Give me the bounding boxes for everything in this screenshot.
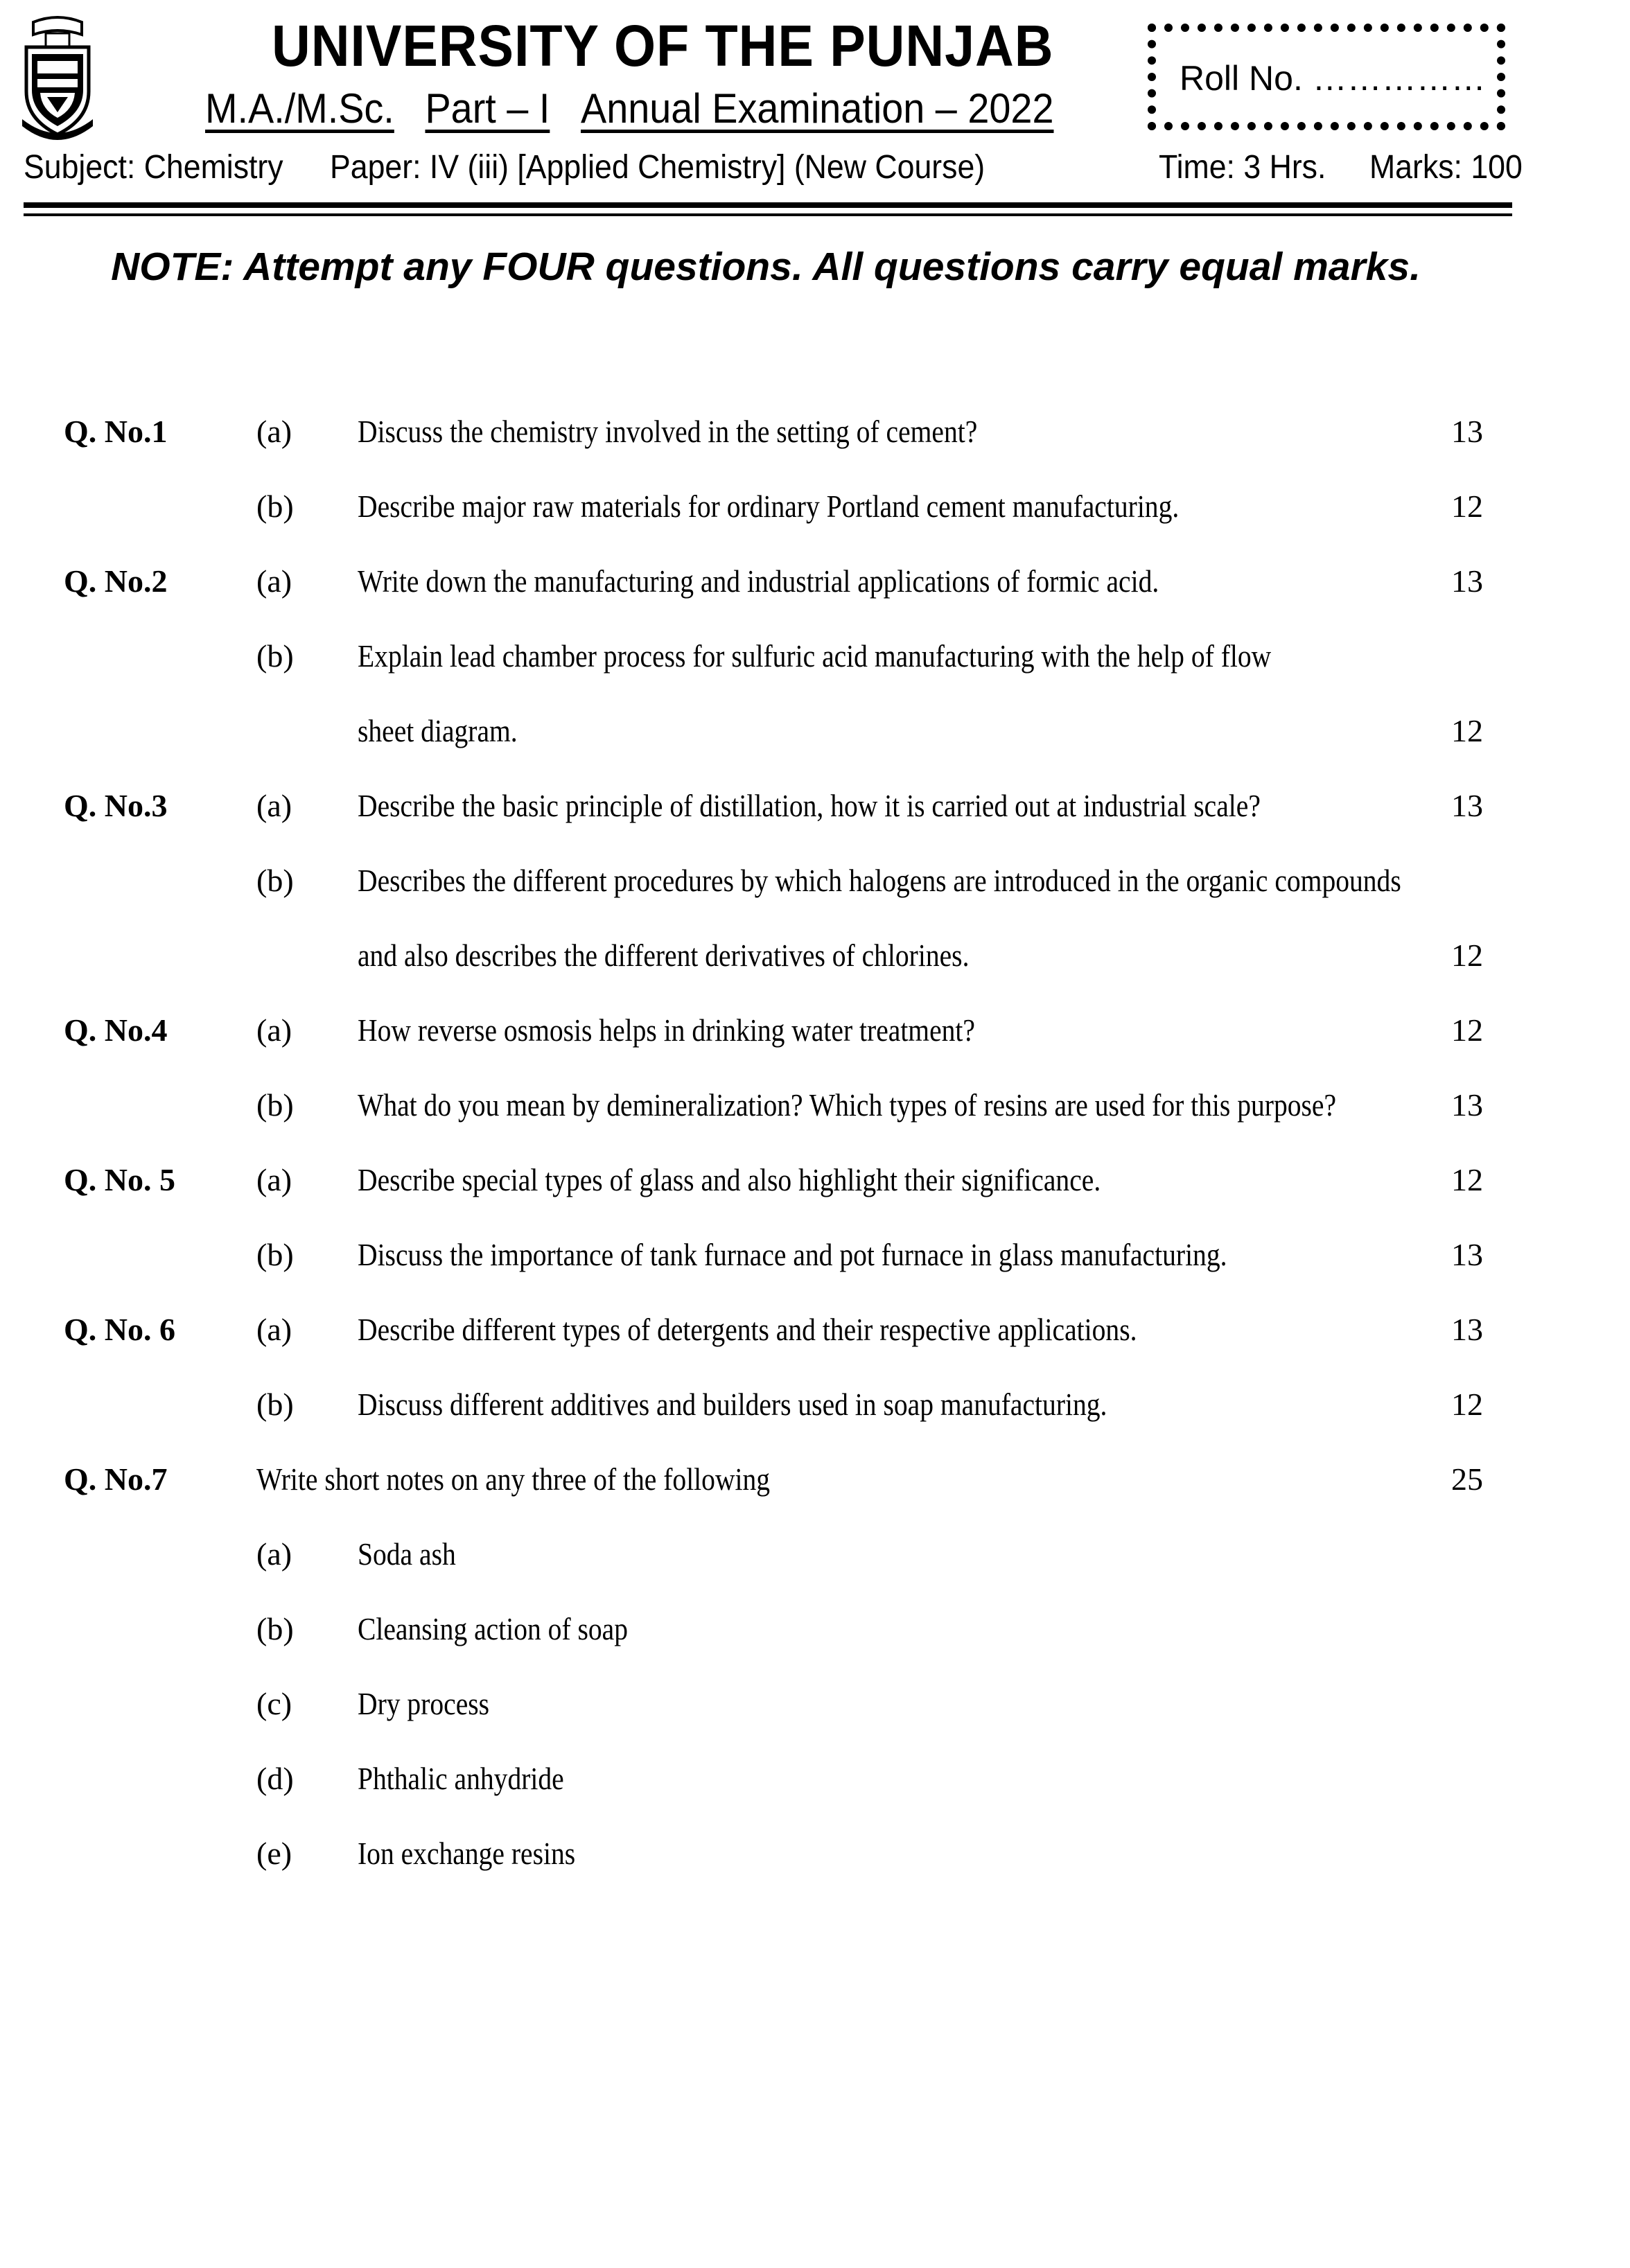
question-number: Q. No. 5 [64,1162,175,1197]
question-text: Describe major raw materials for ordinary Portland cement manufacturing. [358,489,1180,524]
marks-label: Marks: 100 [1369,149,1523,186]
question-text: How reverse osmosis helps in drinking water treatment? [358,1012,975,1048]
time-label: Time: 3 Hrs. [1159,149,1326,186]
short-note-topic: Ion exchange resins [358,1836,576,1871]
subject-label: Subject: Chemistry [24,149,283,186]
question-part: (a) [256,788,292,823]
question-marks: 13 [1451,788,1483,823]
question-marks: 25 [1451,1461,1483,1497]
university-crest-icon [19,15,96,140]
question-marks: 12 [1451,1012,1483,1048]
roll-number-box [1148,24,1505,130]
question-text: Describe special types of glass and also highlight their significance. [358,1162,1101,1197]
question-number: Q. No. 6 [64,1312,175,1347]
question-part: (b) [256,1087,294,1123]
question-text: Explain lead chamber process for sulfuric acid manufacturing with the help of flow [358,638,1272,674]
question-part: (b) [256,1387,294,1422]
program-label: M.A./M.Sc. [205,85,394,132]
question-number: Q. No.4 [64,1012,168,1048]
question-marks: 12 [1451,713,1483,748]
question-marks: 12 [1451,489,1483,524]
question-text-continued: and also describes the different derivatives of chlorines. [358,938,970,973]
question-part: (b) [256,638,294,674]
university-title: UNIVERSITY OF THE PUNJAB [272,13,1054,78]
question-number: Q. No.7 [64,1461,168,1497]
question-text: Describe different types of detergents and their respective applications. [358,1312,1137,1347]
question-text-continued: sheet diagram. [358,713,518,748]
question-part: (a) [256,1162,292,1197]
header-divider-thin [24,213,1512,216]
roll-number-label: Roll No. …………… [1180,59,1486,98]
question-marks: 13 [1451,1237,1483,1272]
question-part: (b) [256,1237,294,1272]
question-number: Q. No.1 [64,414,168,449]
exam-instructions-note: NOTE: Attempt any FOUR questions. All questions carry equal marks. [111,245,1421,289]
question-part: (a) [256,563,292,599]
question-part: (a) [256,1312,292,1347]
part-label: Part – I [425,85,550,132]
question-part: (e) [256,1836,292,1871]
question-part: (b) [256,489,294,524]
question-marks: 13 [1451,1087,1483,1123]
short-note-topic: Phthalic anhydride [358,1761,564,1796]
question-part: (a) [256,1536,292,1572]
question-marks: 13 [1451,563,1483,599]
exam-subtitle [205,85,1053,132]
question-part: (b) [256,863,294,898]
question-part: (d) [256,1761,294,1796]
question-marks: 12 [1451,1387,1483,1422]
short-note-topic: Soda ash [358,1536,456,1572]
question-marks: 13 [1451,414,1483,449]
question-text: Discuss the chemistry involved in the setting of cement? [358,414,978,449]
question-number: Q. No.3 [64,788,168,823]
question-part: (a) [256,414,292,449]
question-text: What do you mean by demineralization? Which types of resins are used for this purpose? [358,1087,1337,1123]
question-part: (b) [256,1611,294,1646]
question-number: Q. No.2 [64,563,168,599]
exam-label: Annual Examination – 2022 [580,85,1054,132]
header-divider-thick [24,202,1512,208]
paper-label: Paper: IV (iii) [Applied Chemistry] (New Course) [330,149,985,186]
question-text: Discuss the importance of tank furnace and pot furnace in glass manufacturing. [358,1237,1227,1272]
question-marks: 12 [1451,938,1483,973]
question-text: Describes the different procedures by which halogens are introduced in the organic compounds [358,863,1401,898]
question-text: Write short notes on any three of the following [256,1461,771,1497]
short-note-topic: Cleansing action of soap [358,1611,629,1646]
short-note-topic: Dry process [358,1686,490,1721]
question-text: Write down the manufacturing and industrial applications of formic acid. [358,563,1159,599]
question-part: (c) [256,1686,292,1721]
question-marks: 13 [1451,1312,1483,1347]
question-part: (a) [256,1012,292,1048]
question-marks: 12 [1451,1162,1483,1197]
question-text: Describe the basic principle of distillation, how it is carried out at industrial scale? [358,788,1261,823]
question-text: Discuss different additives and builders used in soap manufacturing. [358,1387,1107,1422]
